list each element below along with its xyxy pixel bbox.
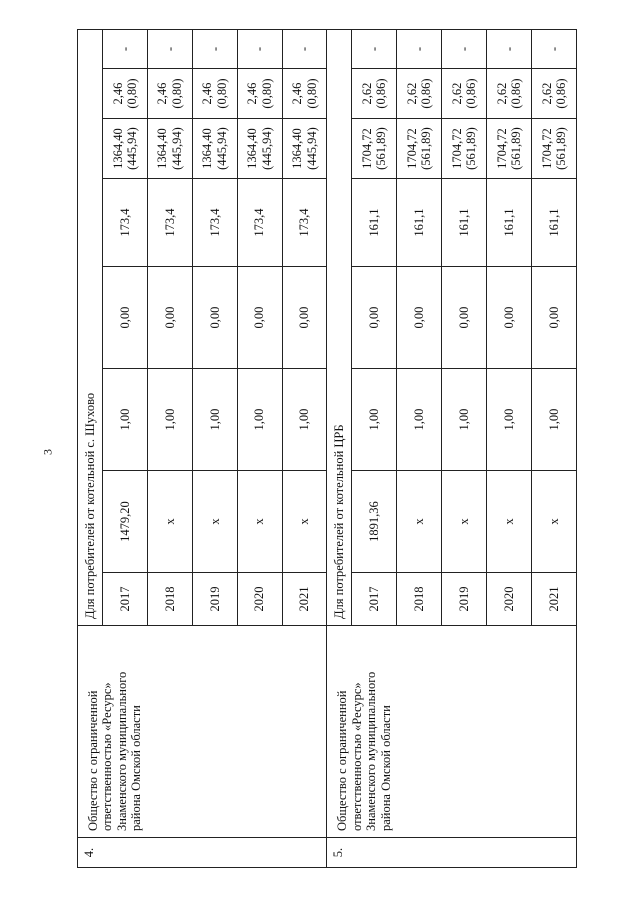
rate-value: 2,46 xyxy=(110,82,125,105)
rate-value: 2,62 xyxy=(404,82,419,105)
value-cell: 161,1 xyxy=(352,179,397,267)
value-cell: 1479,20 xyxy=(103,471,148,573)
tariff-value: 1704,72 xyxy=(494,128,509,169)
tariff-cell xyxy=(532,119,577,179)
rate-value-secondary: (0,86) xyxy=(554,78,568,109)
value-cell: х xyxy=(487,471,532,573)
dash-cell: - xyxy=(352,29,397,68)
tariff-value-secondary: (561,89) xyxy=(374,127,389,170)
dash-cell: - xyxy=(237,29,282,68)
value-cell: 0,00 xyxy=(397,267,442,369)
value-cell: 161,1 xyxy=(397,179,442,267)
dash-cell: - xyxy=(442,29,487,68)
rate-value-secondary: (0,86) xyxy=(419,78,434,109)
section-header: Для потребителей от котельной с. Шухово xyxy=(78,29,103,625)
value-cell: х xyxy=(192,471,237,573)
tariff-value: 1704,72 xyxy=(449,128,464,169)
rate-value: 2,46 xyxy=(245,82,260,105)
tariff-cell xyxy=(237,119,282,179)
rate-cell xyxy=(103,69,148,119)
rate-cell xyxy=(487,69,532,119)
rate-value-secondary: (0,86) xyxy=(509,78,524,109)
tariff-value: 1704,72 xyxy=(539,128,554,169)
rate-cell xyxy=(282,69,327,119)
page-number: 3 xyxy=(40,449,55,455)
tariff-value-secondary: (445,94) xyxy=(259,127,274,170)
rate-cell xyxy=(352,69,397,119)
rate-value-secondary: (0,80) xyxy=(304,78,319,109)
tariff-cell xyxy=(192,119,237,179)
rate-value: 2,46 xyxy=(155,82,170,105)
rate-value-secondary: (0,80) xyxy=(124,78,139,109)
value-cell: х xyxy=(237,471,282,573)
dash-cell: - xyxy=(192,29,237,68)
tariff-value-secondary: (445,94) xyxy=(304,127,319,170)
year-cell: 2018 xyxy=(147,573,192,626)
value-cell: 173,4 xyxy=(282,179,327,267)
tariff-cell xyxy=(487,119,532,179)
tariff-value: 1364,40 xyxy=(200,128,215,169)
value-cell: 0,00 xyxy=(103,267,148,369)
value-cell: 0,00 xyxy=(192,267,237,369)
dash-cell: - xyxy=(282,29,327,68)
dash-cell: - xyxy=(397,29,442,68)
value-cell: 0,00 xyxy=(352,267,397,369)
rate-cell xyxy=(397,69,442,119)
rate-cell xyxy=(237,69,282,119)
year-cell: 2020 xyxy=(237,573,282,626)
value-cell: 173,4 xyxy=(147,179,192,267)
value-cell: х xyxy=(147,471,192,573)
dash-cell: - xyxy=(147,29,192,68)
value-cell: 161,1 xyxy=(532,179,577,267)
tariff-value-secondary: (561,89) xyxy=(419,127,434,170)
row-number: 4. xyxy=(78,838,327,868)
value-cell: 1,00 xyxy=(103,369,148,471)
value-cell: 1,00 xyxy=(192,369,237,471)
value-cell: 1,00 xyxy=(282,369,327,471)
tariff-value: 1364,40 xyxy=(110,128,125,169)
tariff-value-secondary: (445,94) xyxy=(124,127,139,170)
rate-cell xyxy=(442,69,487,119)
value-cell: 1891,36 xyxy=(352,471,397,573)
value-cell: 173,4 xyxy=(237,179,282,267)
section-header-row xyxy=(327,29,352,867)
tariff-value-secondary: (445,94) xyxy=(214,127,229,170)
year-cell: 2017 xyxy=(103,573,148,626)
value-cell: х xyxy=(282,471,327,573)
table-body xyxy=(78,29,577,867)
tariff-value: 1704,72 xyxy=(360,128,375,169)
rate-value-secondary: (0,86) xyxy=(464,78,479,109)
rate-value: 2,62 xyxy=(360,82,375,105)
year-cell: 2020 xyxy=(487,573,532,626)
rotated-table-area xyxy=(77,30,577,868)
tariff-value-secondary: (561,89) xyxy=(464,127,479,170)
value-cell: 1,00 xyxy=(397,369,442,471)
value-cell: 0,00 xyxy=(532,267,577,369)
value-cell: 0,00 xyxy=(487,267,532,369)
tariff-value-secondary: (561,89) xyxy=(509,127,524,170)
value-cell: 1,00 xyxy=(532,369,577,471)
tariff-cell xyxy=(282,119,327,179)
tariff-cell xyxy=(397,119,442,179)
tariff-value: 1364,40 xyxy=(155,128,170,169)
year-cell: 2018 xyxy=(397,573,442,626)
rate-value-secondary: (0,80) xyxy=(169,78,184,109)
tariff-value: 1704,72 xyxy=(404,128,419,169)
rate-value-secondary: (0,80) xyxy=(214,78,229,109)
tariff-cell xyxy=(352,119,397,179)
section-header: Для потребителей от котельной ЦРБ xyxy=(327,29,352,625)
value-cell: 173,4 xyxy=(103,179,148,267)
rate-value: 2,46 xyxy=(200,82,215,105)
value-cell: 0,00 xyxy=(147,267,192,369)
rate-cell xyxy=(192,69,237,119)
dash-cell: - xyxy=(487,29,532,68)
year-cell: 2021 xyxy=(532,573,577,626)
tariff-table xyxy=(77,30,577,868)
value-cell: 1,00 xyxy=(442,369,487,471)
dash-cell: - xyxy=(103,29,148,68)
value-cell: х xyxy=(442,471,487,573)
value-cell: х xyxy=(532,471,577,573)
tariff-cell xyxy=(103,119,148,179)
row-number: 5. xyxy=(327,838,577,868)
value-cell: 0,00 xyxy=(237,267,282,369)
rate-value: 2,62 xyxy=(494,82,509,105)
tariff-cell xyxy=(442,119,487,179)
value-cell: 1,00 xyxy=(147,369,192,471)
tariff-value: 1364,40 xyxy=(245,128,260,169)
tariff-value-secondary: (561,89) xyxy=(554,127,568,170)
value-cell: х xyxy=(397,471,442,573)
rate-value-secondary: (0,86) xyxy=(374,78,389,109)
value-cell: 173,4 xyxy=(192,179,237,267)
rate-cell xyxy=(147,69,192,119)
value-cell: 1,00 xyxy=(487,369,532,471)
rate-value: 2,46 xyxy=(290,82,305,105)
value-cell: 1,00 xyxy=(352,369,397,471)
tariff-value: 1364,40 xyxy=(290,128,305,169)
rate-value: 2,62 xyxy=(539,82,554,105)
organization-name: Общество с ограниченной ответственностью «Ресурс» Знаменского муниципального района Омской области xyxy=(78,626,327,838)
organization-name: Общество с ограниченной ответственностью «Ресурс» Знаменского муниципального района Омской области xyxy=(327,626,577,838)
year-cell: 2021 xyxy=(282,573,327,626)
value-cell: 1,00 xyxy=(237,369,282,471)
year-cell: 2017 xyxy=(352,573,397,626)
value-cell: 0,00 xyxy=(282,267,327,369)
value-cell: 161,1 xyxy=(442,179,487,267)
value-cell: 0,00 xyxy=(442,267,487,369)
rate-value: 2,62 xyxy=(449,82,464,105)
rate-value-secondary: (0,80) xyxy=(259,78,274,109)
section-header-row xyxy=(78,29,103,867)
tariff-table-grid xyxy=(77,29,577,868)
tariff-value-secondary: (445,94) xyxy=(169,127,184,170)
dash-cell: - xyxy=(532,29,577,68)
year-cell: 2019 xyxy=(192,573,237,626)
value-cell: 161,1 xyxy=(487,179,532,267)
rate-cell xyxy=(532,69,577,119)
tariff-cell xyxy=(147,119,192,179)
year-cell: 2019 xyxy=(442,573,487,626)
